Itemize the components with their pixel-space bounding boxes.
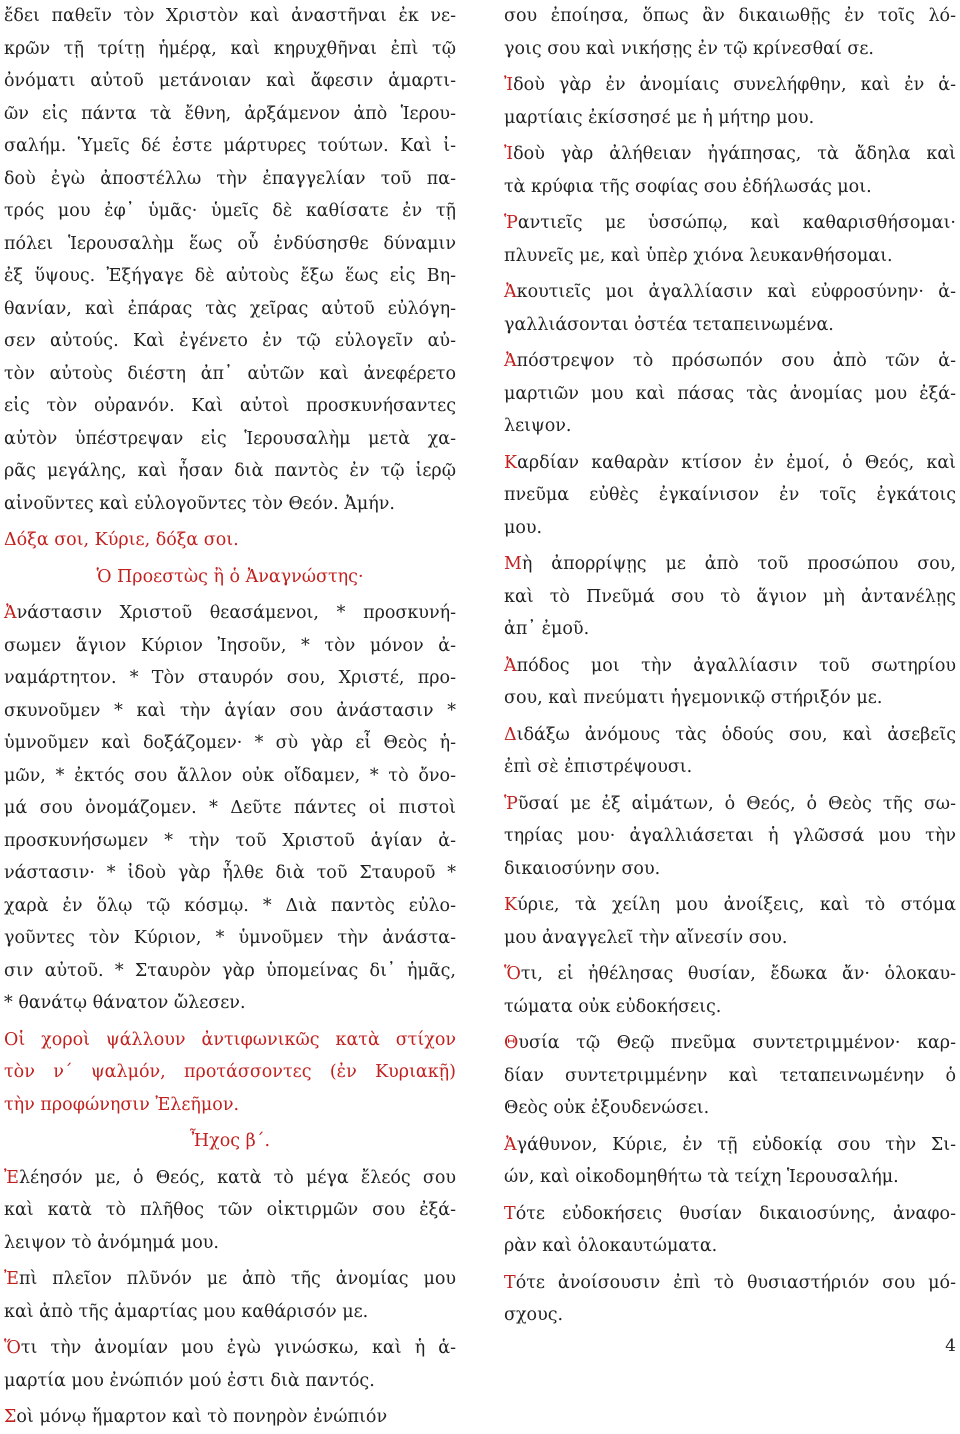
line-text: κουτιεῖς μοι ἀγαλλίασιν καὶ εὐφροσύνην· ἀ- <box>516 282 956 302</box>
text-line <box>504 479 956 512</box>
red-initial: Ἰ <box>504 75 514 95</box>
text-line <box>4 1263 456 1296</box>
verse-paragraph <box>504 447 956 545</box>
line-text: σκυνοῦμεν * καὶ τὴν ἁγίαν σου ἀνάστασιν * <box>4 700 456 721</box>
text-line <box>4 1365 456 1398</box>
verse-paragraph <box>504 69 956 134</box>
text-line <box>4 695 456 728</box>
line-text: δίαν συντετριμμένην καὶ τεταπεινωμένην ὁ <box>504 1065 956 1086</box>
text-line <box>4 390 456 423</box>
line-text: σεν αὐτούς. Καὶ ἐγένετο ἐν τῷ εὐλογεῖν αὐ- <box>4 331 456 351</box>
text-line <box>4 1194 456 1227</box>
text-line <box>504 240 956 273</box>
line-text: ρᾶς μεγάλης, καὶ ἦσαν διὰ παντὸς ἐν τῷ ἱερῷ <box>4 461 456 481</box>
line-text: μαρτιῶν μου καὶ πάσας τὰς ἀνομίας μου ἐξά- <box>504 383 956 404</box>
verse-paragraph <box>504 650 956 715</box>
red-initial: Ἀ <box>504 655 517 676</box>
text-line <box>504 33 956 66</box>
text-line <box>4 0 456 33</box>
line-text: ρὰν καὶ ὁλοκαυτώματα. <box>504 1236 718 1256</box>
line-text: σχους. <box>504 1305 564 1325</box>
line-text: ἀπ᾿ ἐμοῦ. <box>504 619 590 639</box>
text-line <box>504 1161 956 1194</box>
text-line <box>504 613 956 646</box>
line-text: ών, καὶ οἰκοδομηθήτω τὰ τείχη Ἱερουσαλήμ. <box>504 1167 899 1187</box>
line-text: σου ἐποίησα, ὅπως ἂν δικαιωθῇς ἐν τοῖς λό- <box>504 6 956 26</box>
text-line <box>504 889 956 922</box>
verse-paragraph <box>504 548 956 646</box>
line-text: ότε ἀνοίσουσιν ἐπὶ τὸ θυσιαστήριόν σου μό- <box>515 1272 956 1293</box>
text-line <box>504 1267 956 1300</box>
text-line <box>4 1162 456 1195</box>
rubric <box>4 1024 456 1122</box>
line-text: Ἦχος β´. <box>189 1131 271 1151</box>
verse-paragraph <box>504 1198 956 1263</box>
line-text: ὀνόματι αὐτοῦ μετάνοιαν καὶ ἄφεσιν ἁμαρτι- <box>4 71 456 91</box>
text-line <box>504 820 956 853</box>
red-initial: Σ <box>4 1407 17 1427</box>
text-line <box>504 1299 956 1332</box>
text-line <box>504 1129 956 1162</box>
text-line <box>504 69 956 102</box>
line-text: Οἱ χοροὶ ψάλλουν ἀντιφωνικῶς κατὰ στίχον <box>4 1029 456 1050</box>
line-text: Δόξα σοι, Κύριε, δόξα σοι. <box>4 530 239 550</box>
text-line <box>504 171 956 204</box>
red-initial: Μ <box>504 554 522 574</box>
right-column <box>504 0 956 1332</box>
red-initial: Ἐ <box>4 1167 19 1188</box>
line-text: τὸν ν´ ψαλμόν, προτάσσοντες (ἐν Κυριακῇ) <box>4 1062 456 1082</box>
line-text: πλυνεῖς με, καὶ ὑπὲρ χιόνα λευκανθήσομαι. <box>504 245 893 266</box>
text-line <box>504 512 956 545</box>
text-line <box>504 1198 956 1231</box>
line-text: μαρτίαις ἐκίσσησέ με ἡ μήτηρ μου. <box>504 107 815 128</box>
text-line <box>504 581 956 614</box>
line-text: Θεὸς οὐκ ἐξουδενώσει. <box>504 1098 710 1118</box>
text-line <box>4 130 456 163</box>
verse-paragraph <box>504 345 956 443</box>
red-initial: Ῥ <box>504 793 518 814</box>
red-initial: Ἀ <box>504 282 517 302</box>
line-text: ῶν εἰς πάντα τὰ ἔθνη, ἀρξάμενον ἀπὸ Ἱερου- <box>4 103 456 124</box>
text-line <box>504 138 956 171</box>
line-text: πὶ πλεῖον πλῦνόν με ἀπὸ τῆς ἀνομίας μου <box>18 1269 456 1289</box>
text-line <box>504 788 956 821</box>
rubric-heading <box>4 561 456 594</box>
left-column <box>4 0 456 1434</box>
line-text: πόδος μοι τὴν ἀγαλλίασιν τοῦ σωτηρίου <box>516 655 956 676</box>
line-text: δοὺ γὰρ ἐν ἀνομίαις συνελήφθην, καὶ ἐν ἁ- <box>513 75 956 95</box>
text-line <box>504 207 956 240</box>
line-text: ιδάξω ἀνόμους τὰς ὁδούς σου, καὶ ἀσεβεῖς <box>516 724 956 745</box>
line-text: οὶ μόνῳ ἥμαρτον καὶ τὸ πονηρὸν ἐνώπιόν <box>16 1407 388 1427</box>
line-text: δοὺ γὰρ ἀλήθειαν ἠγάπησας, τὰ ἄδηλα καὶ <box>513 144 956 164</box>
red-initial: Ἰ <box>504 144 514 164</box>
line-text: ἔδει παθεῖν τὸν Χριστὸν καὶ ἀναστῆναι ἐκ νε- <box>4 6 456 26</box>
line-text: καὶ ἀπὸ τῆς ἁμαρτίας μου καθάρισόν με. <box>4 1301 369 1322</box>
red-initial: Ἀ <box>4 603 17 623</box>
line-text: ύριε, τὰ χείλη μου ἀνοίξεις, καὶ τὸ στόμα <box>517 895 956 915</box>
line-text: πνεῦμα εὐθὲς ἐγκαίνισον ἐν τοῖς ἐγκάτοις <box>504 485 956 505</box>
verse-paragraph <box>4 1162 456 1260</box>
line-text: ῦσαί με ἐξ αἱμάτων, ὁ Θεός, ὁ Θεὸς τῆς σω- <box>517 793 956 814</box>
line-text: μῶν, * ἐκτός σου ἄλλον οὐκ οἴδαμεν, * τὸ ὄνο- <box>4 765 456 786</box>
line-text: αρδίαν καθαρὰν κτίσον ἐν ἐμοί, ὁ Θεός, καὶ <box>517 452 956 473</box>
line-text: * θανάτῳ θάνατον ὤλεσεν. <box>4 993 246 1013</box>
text-line <box>504 682 956 715</box>
line-text: θανίαν, καὶ ἐπάρας τὰς χεῖρας αὐτοῦ εὐλόγη- <box>4 298 456 319</box>
text-line <box>504 447 956 480</box>
line-text: τώματα οὐκ εὐδοκήσεις. <box>504 996 722 1017</box>
text-line <box>4 727 456 760</box>
text-line <box>504 102 956 135</box>
verse-paragraph <box>504 1129 956 1194</box>
line-text: κρῶν τῇ τρίτῃ ἡμέρᾳ, καὶ κηρυχθῆναι ἐπὶ τῷ <box>4 38 456 59</box>
text-line <box>4 922 456 955</box>
text-line <box>4 423 456 456</box>
text-line <box>4 630 456 663</box>
line-text: σωμεν ἅγιον Κύριον Ἰησοῦν, * τὸν μόνον ἀ- <box>4 635 456 656</box>
verse-paragraph <box>4 1263 456 1328</box>
text-line <box>504 1027 956 1060</box>
red-initial: Τ <box>504 1203 516 1224</box>
line-text: σαλήμ. Ὑμεῖς δέ ἐστε μάρτυρες τούτων. Καὶ ἰ- <box>4 136 456 156</box>
red-initial: Ἀ <box>504 1134 517 1155</box>
page-number: 4 <box>945 1336 956 1356</box>
verse-paragraph <box>4 0 456 520</box>
rubric-heading <box>4 1125 456 1158</box>
verse-paragraph <box>504 889 956 954</box>
text-line <box>4 1296 456 1329</box>
text-line <box>504 922 956 955</box>
text-line <box>4 293 456 326</box>
line-text: τι τὴν ἀνομίαν μου ἐγὼ γινώσκω, καὶ ἡ ἁ- <box>20 1338 456 1358</box>
rubric <box>4 524 456 557</box>
line-text: πόλει Ἱερουσαλὴμ ἕως οὗ ἐνδύσησθε δύναμιν <box>4 233 456 254</box>
line-text: αἰνοῦντες καὶ εὐλογοῦντες τὸν Θεόν. Ἀμήν. <box>4 493 395 514</box>
text-line <box>4 1332 456 1365</box>
red-initial: Δ <box>504 724 517 745</box>
verse-paragraph <box>504 719 956 784</box>
line-text: λειψον. <box>504 416 572 436</box>
text-line <box>4 857 456 890</box>
text-line <box>504 309 956 342</box>
line-text: ναμάρτητον. * Τὸν σταυρόν σου, Χριστέ, προ- <box>4 668 456 688</box>
line-text: λέησόν με, ὁ Θεός, κατὰ τὸ μέγα ἔλεός σου <box>18 1167 456 1188</box>
line-text: τὰ κρύφια τῆς σοφίας σου ἐδήλωσάς μοι. <box>504 176 872 197</box>
line-text: ἐξ ὕψους. Ἐξήγαγε δὲ αὐτοὺς ἔξω ἕως εἰς Βη- <box>4 266 456 286</box>
text-line <box>4 195 456 228</box>
red-initial: Ἐ <box>4 1269 19 1289</box>
text-line <box>4 33 456 66</box>
verse-paragraph <box>504 958 956 1023</box>
line-text: ὴ ἀπορρίψῃς με ἀπὸ τοῦ προσώπου σου, <box>521 554 956 574</box>
text-line <box>504 0 956 33</box>
red-initial: Ὅ <box>4 1338 21 1358</box>
line-text: μου. <box>504 517 543 538</box>
red-initial: Τ <box>504 1272 516 1293</box>
text-line <box>504 276 956 309</box>
red-initial: Ἀ <box>504 351 517 371</box>
line-text: μά σου ὀνομάζομεν. * Δεῦτε πάντες οἱ πιστοὶ <box>4 798 456 818</box>
text-line <box>4 260 456 293</box>
text-line <box>504 1060 956 1093</box>
line-text: τι, εἰ ἠθέλησας θυσίαν, ἔδωκα ἄν· ὁλοκαυ- <box>520 964 956 984</box>
verse-paragraph <box>504 276 956 341</box>
line-text: γάθυνον, Κύριε, ἐν τῇ εὐδοκίᾳ σου τὴν Σι- <box>516 1134 956 1155</box>
text-line <box>504 345 956 378</box>
text-line <box>504 650 956 683</box>
text-line <box>4 890 456 923</box>
verse-paragraph <box>4 1332 456 1397</box>
red-initial: Ῥ <box>504 213 518 233</box>
line-text: υσία τῷ Θεῷ πνεῦμα συντετριμμένον· καρ- <box>518 1033 956 1053</box>
text-line <box>4 98 456 131</box>
text-line <box>504 410 956 443</box>
text-line <box>4 1089 456 1122</box>
text-line <box>4 455 456 488</box>
line-text: μαρτία μου ἐνώπιόν μού ἐστι διὰ παντός. <box>4 1370 375 1391</box>
line-text: τὸν αὐτοὺς διέστη ἀπ᾿ αὐτῶν καὶ ἀνεφέρετο <box>4 363 456 384</box>
line-text: τὴν προφώνησιν Ἐλεῆμον. <box>4 1094 240 1115</box>
text-line <box>4 1401 456 1434</box>
text-line <box>4 163 456 196</box>
text-line <box>4 792 456 825</box>
line-text: Ὁ Προεστὼς ἢ ὁ Ἀναγνώστης· <box>96 566 364 587</box>
text-line <box>4 1056 456 1089</box>
text-line <box>504 958 956 991</box>
text-line <box>4 597 456 630</box>
text-line <box>504 548 956 581</box>
red-initial: Θ <box>504 1033 519 1053</box>
text-line <box>4 662 456 695</box>
text-line <box>504 719 956 752</box>
line-text: γοῦντες τὸν Κύριον, * ὑμνοῦμεν τὴν ἀνάστα- <box>4 928 456 948</box>
text-line <box>4 825 456 858</box>
text-line <box>504 378 956 411</box>
line-text: ὑμνοῦμεν καὶ δοξάζομεν· * σὺ γὰρ εἶ Θεὸς ἡ- <box>4 733 456 753</box>
line-text: καὶ τὸ Πνεῦμά σου τὸ ἅγιον μὴ ἀντανέλῃς <box>504 586 956 607</box>
red-initial: Κ <box>504 452 518 473</box>
text-line <box>504 751 956 784</box>
line-text: ότε εὐδοκήσεις θυσίαν δικαιοσύνης, ἀναφο- <box>515 1203 956 1224</box>
verse-paragraph <box>504 138 956 203</box>
red-initial: Ὅ <box>504 964 521 984</box>
verse-paragraph <box>504 207 956 272</box>
text-line <box>4 524 456 557</box>
line-text: εἰς τὸν οὐρανόν. Καὶ αὐτοὶ προσκυνήσαντες <box>4 396 456 416</box>
line-text: χαρὰ ἐν ὅλῳ τῷ κόσμῳ. * Διὰ παντὸς εὐλο- <box>4 895 456 916</box>
text-line <box>504 1092 956 1125</box>
line-text: καὶ κατὰ τὸ πλῆθος τῶν οἰκτιρμῶν σου ἐξά- <box>4 1200 456 1220</box>
text-line <box>4 1024 456 1057</box>
red-initial: Κ <box>504 895 518 915</box>
line-text: πόστρεψον τὸ πρόσωπόν σου ἀπὸ τῶν ἁ- <box>516 351 956 371</box>
text-line <box>4 955 456 988</box>
text-line <box>4 325 456 358</box>
text-line <box>4 987 456 1020</box>
line-text: γοις σου καὶ νικήσῃς ἐν τῷ κρίνεσθαί σε. <box>504 38 874 59</box>
text-line <box>4 65 456 98</box>
line-text: ἐπὶ σὲ ἐπιστρέψουσι. <box>504 757 693 777</box>
line-text: δικαιοσύνην σου. <box>504 858 661 879</box>
line-text: δοὺ ἐγὼ ἀποστέλλω τὴν ἐπαγγελίαν τοῦ πα- <box>4 168 456 189</box>
text-line <box>4 1227 456 1260</box>
text-line <box>4 358 456 391</box>
verse-paragraph <box>504 1027 956 1125</box>
line-text: τηρίας μου· ἀγαλλιάσεται ἡ γλῶσσά μου τὴν <box>504 826 956 846</box>
verse-paragraph <box>504 0 956 65</box>
line-text: σου, καὶ πνεύματι ἡγεμονικῷ στήριξόν με. <box>504 688 883 708</box>
text-line <box>504 853 956 886</box>
verse-paragraph <box>504 788 956 886</box>
text-line <box>4 228 456 261</box>
line-text: σιν αὐτοῦ. * Σταυρὸν γὰρ ὑπομείνας δι᾿ ἡμᾶς, <box>4 960 456 981</box>
line-text: γαλλιάσονται ὀστέα τεταπεινωμένα. <box>504 314 834 335</box>
line-text: αντιεῖς με ὑσσώπῳ, καὶ καθαρισθήσομαι· <box>517 213 956 233</box>
text-line <box>4 1125 456 1158</box>
line-text: αὐτὸν ὑπέστρεψαν εἰς Ἱερουσαλὴμ μετὰ χα- <box>4 428 456 449</box>
text-line <box>4 561 456 594</box>
text-line <box>504 991 956 1024</box>
text-line <box>504 1230 956 1263</box>
text-line <box>4 488 456 521</box>
line-text: μου ἀναγγελεῖ τὴν αἴνεσίν σου. <box>504 927 788 948</box>
line-text: νάστασιν· * ἰδοὺ γὰρ ἦλθε διὰ τοῦ Σταυροῦ * <box>4 863 456 883</box>
verse-paragraph <box>504 1267 956 1332</box>
verse-paragraph <box>4 1401 456 1434</box>
verse-paragraph <box>4 597 456 1020</box>
line-text: τρός μου ἐφ᾿ ὑμᾶς· ὑμεῖς δὲ καθίσατε ἐν τῇ <box>4 201 456 221</box>
line-text: προσκυνήσωμεν * τὴν τοῦ Χριστοῦ ἁγίαν ἀ- <box>4 830 456 851</box>
line-text: νάστασιν Χριστοῦ θεασάμενοι, * προσκυνή- <box>16 603 456 623</box>
text-line <box>4 760 456 793</box>
line-text: λειψον τὸ ἀνόμημά μου. <box>4 1232 219 1253</box>
